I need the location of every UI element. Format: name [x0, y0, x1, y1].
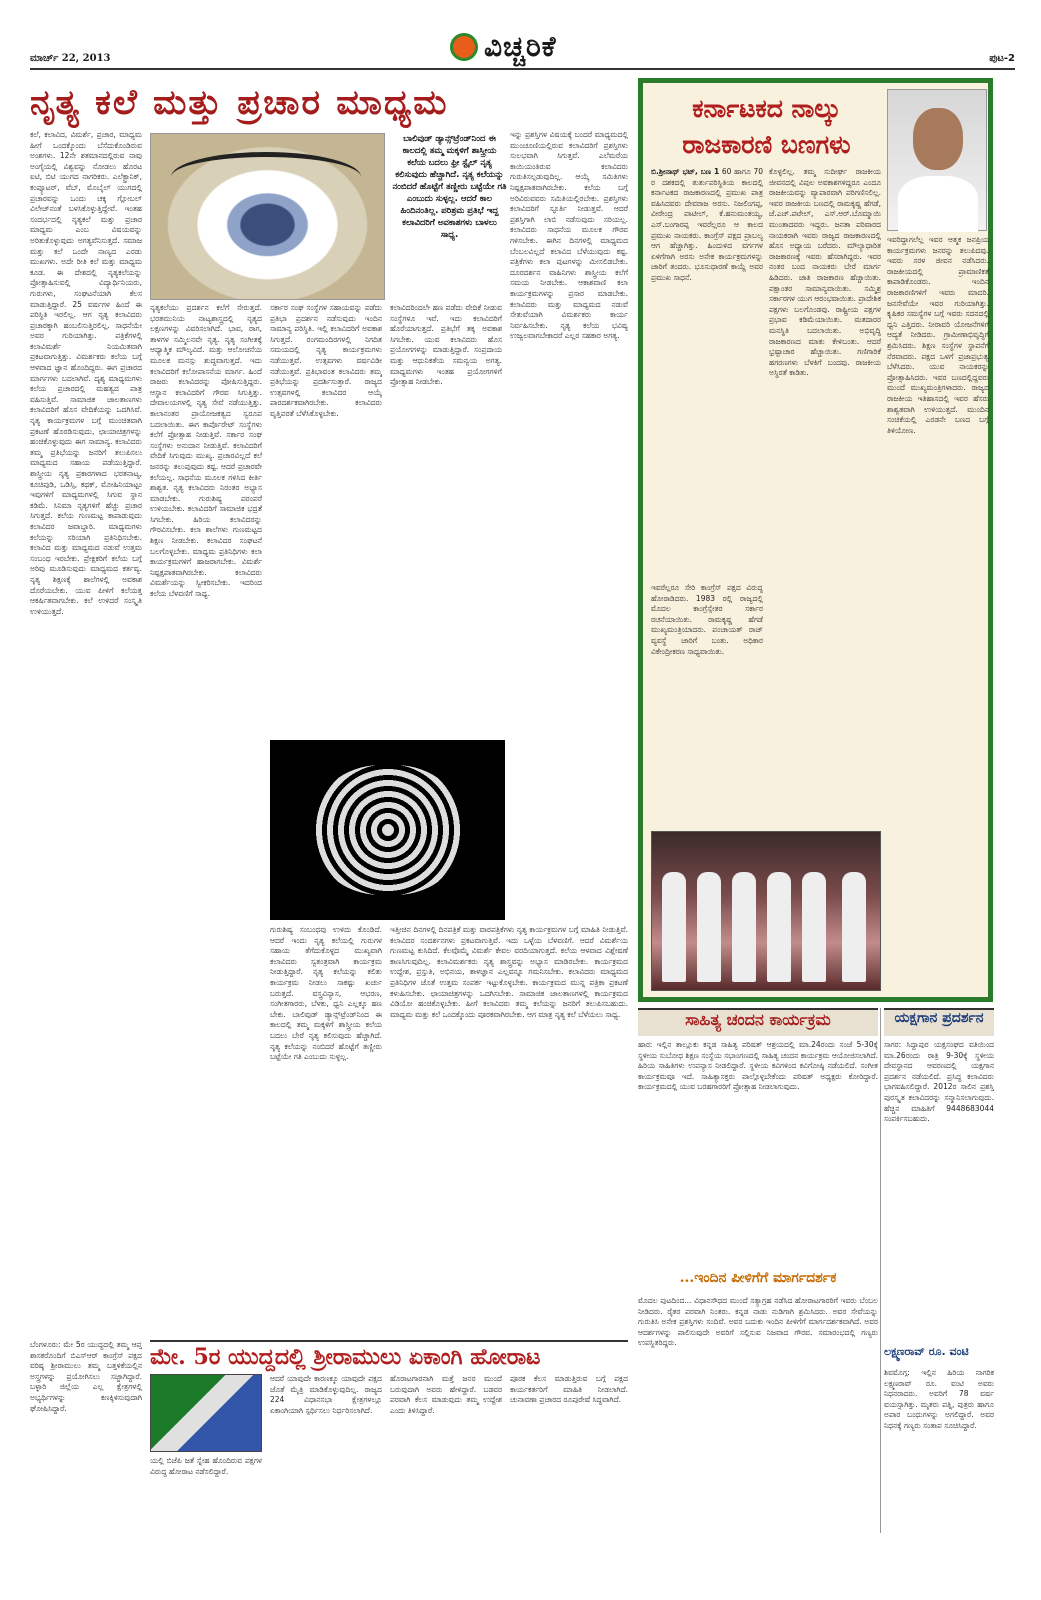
event-photo — [651, 831, 881, 991]
portrait-face — [913, 108, 963, 170]
sahitya-body: ಹಾರ: ಇಲ್ಲಿನ ತಾಲ್ಲೂಕು ಕನ್ನಡ ಸಾಹಿತ್ಯ ಪರಿಷತ್ ಆಶ್ರಯದಲ್ಲಿ ಮಾ.24ರಂದು ಸಂಜೆ 5-30ಕ್ಕೆ ಸ್ಥಳೀಯ ಸುಬೋಧ ಶಿಕ್ಷಣ ಸಂಸ್ಥೆಯ ಸಭಾಂಗಣದಲ್ಲಿ ಸಾಹಿತ್ಯ ಚಂದನ ಕಾರ್ಯಕ್ರಮ ಆಯೋಜಿಸಲಾಗಿದೆ. ಹಿರಿಯ ಸಾಹಿತಿಗಳು ಉಪನ್ಯಾಸ ನೀಡಲಿದ್ದಾರೆ. ಸ್ಥಳೀಯ ಕವಿಗಳಿಂದ ಕವಿಗೋಷ್ಠಿ ನಡೆಯಲಿದೆ. ಸಂಗೀತ ಕಾರ್ಯಕ್ರಮವೂ ಇದೆ. ಸಾಹಿತ್ಯಾಸಕ್ತರು ಪಾಲ್ಗೊಳ್ಳಬೇಕೆಂದು ಪರಿಷತ್ ಅಧ್ಯಕ್ಷರು ಕೋರಿದ್ದಾರೆ. ಕಾರ್ಯಕ್ರಮದಲ್ಲಿ ಯುವ ಬರಹಗಾರರಿಗೆ ಪ್ರೋತ್ಸಾಹ ನೀಡಲಾಗುವುದು. — [638, 1040, 878, 1092]
masthead — [30, 30, 1015, 70]
feature-col1-text: 60 ಹಾಗೂ 70 ರ ದಶಕದಲ್ಲಿ ತುರ್ತುಪರಿಸ್ಥಿತಿಯ ಕಾಲದಲ್ಲಿ ಕರ್ನಾಟಕದ ರಾಜಕಾರಣದಲ್ಲಿ ಪ್ರಮುಖ ಪಾತ್ರ ವಹಿಸಿದವರು ದೇವರಾಜ ಅರಸು. ನಿಜಲಿಂಗಪ್ಪ, ವೀರೇಂದ್ರ ಪಾಟೀಲ್, ಕೆ.ಹನುಮಂತಯ್ಯ, ಎಸ್.ಬಂಗಾರಪ್ಪ ಇವರೆಲ್ಲರೂ ಆ ಕಾಲದ ಪ್ರಮುಖ ನಾಯಕರು. ಕಾಂಗ್ರೆಸ್ ಪಕ್ಷದ ಪ್ರಾಬಲ್ಯ ಆಗ ಹೆಚ್ಚಾಗಿತ್ತು. ಹಿಂದುಳಿದ ವರ್ಗಗಳ ಏಳಿಗೆಗಾಗಿ ಅರಸು ಅನೇಕ ಕಾರ್ಯಕ್ರಮಗಳನ್ನು ಜಾರಿಗೆ ತಂದರು. ಭೂಸುಧಾರಣೆ ಕಾಯ್ದೆ ಅವರ ಪ್ರಮುಖ ಸಾಧನೆ. — [651, 167, 763, 282]
eyelash-shape — [171, 152, 361, 202]
newspaper-logo[interactable] — [450, 30, 556, 64]
bottom-column-3: ಆದರೆ ಯಾವುದೇ ಕಾರಣಕ್ಕೂ ಯಾವುದೇ ಪಕ್ಷದ ಜೊತೆ ಮೈತ್ರಿ ಮಾಡಿಕೊಳ್ಳುವುದಿಲ್ಲ. ರಾಜ್ಯದ 224 ವಿಧಾನಸಭಾ ಕ್ಷೇತ್ರಗಳಲ್ಲೂ ಏಕಾಂಗಿಯಾಗಿ ಸ್ಪರ್ಧಿಸಲು ನಿರ್ಧರಿಸಲಾಗಿದೆ. — [270, 1374, 382, 1415]
article-column-4b: ಇತ್ತೀಚಿನ ದಿನಗಳಲ್ಲಿ ದಿನಪತ್ರಿಕೆ ಮತ್ತು ವಾರಪತ್ರಿಕೆಗಳು ನೃತ್ಯ ಕಾರ್ಯಕ್ರಮಗಳ ಬಗ್ಗೆ ಮಾಹಿತಿ ನೀಡುತ್ತಿವೆ. ಕಲಾವಿದರ ಸಂದರ್ಶನಗಳು ಪ್ರಕಟವಾಗುತ್ತಿವೆ. ಇದು ಒಳ್ಳೆಯ ಬೆಳವಣಿಗೆ. ಆದರೆ ವಿಮರ್ಶೆಯ ಗುಣಮಟ್ಟ ಕುಸಿದಿದೆ. ಕೆಲವೊಮ್ಮೆ ವಿಮರ್ಶೆ ಕೇವಲ ವರದಿಯಾಗುತ್ತದೆ. ಕಲೆಯ ಆಳವಾದ ವಿಶ್ಲೇಷಣೆ ಕಾಣಸಿಗುವುದಿಲ್ಲ. ಕಲಾವಿಮರ್ಶಕರು ನೃತ್ಯ ಶಾಸ್ತ್ರವನ್ನು ಅಭ್ಯಾಸ ಮಾಡಿರಬೇಕು. ಕಾರ್ಯಕ್ರಮದ ಉದ್ದೇಶ, ಪ್ರಸ್ತುತಿ, ಅಭಿನಯ, ತಾಳಜ್ಞಾನ ಎಲ್ಲವನ್ನೂ ಗಮನಿಸಬೇಕು. ಕಲಾವಿದರು ಮಾಧ್ಯಮದ ಪ್ರತಿನಿಧಿಗಳ ಜೊತೆ ಉತ್ತಮ ಸಂಪರ್ಕ ಇಟ್ಟುಕೊಳ್ಳಬೇಕು. ಕಾರ್ಯಕ್ರಮದ ಮುನ್ನ ಪತ್ರಿಕಾ ಪ್ರಕಟಣೆ ಕಳುಹಿಸಬೇಕು. ಛಾಯಾಚಿತ್ರಗಳನ್ನು ಒದಗಿಸಬೇಕು. ಸಾಮಾಜಿಕ ಜಾಲತಾಣಗಳಲ್ಲಿ ಕಾರ್ಯಕ್ರಮದ ವಿಡಿಯೋ ಹಂಚಿಕೊಳ್ಳಬೇಕು. ಹೀಗೆ ಕಲಾವಿದರು ತಮ್ಮ ಕಲೆಯನ್ನು ಜನರಿಗೆ ತಲುಪಿಸಬಹುದು. ಮಾಧ್ಯಮ ಮತ್ತು ಕಲೆ ಒಂದಕ್ಕೊಂದು ಪೂರಕವಾಗಿರಬೇಕು. ಆಗ ಮಾತ್ರ ನೃತ್ಯ ಕಲೆ ಬೆಳೆಯಲು ಸಾಧ್ಯ. — [390, 925, 628, 1019]
newspaper-name: ವಿಚ್ಚರಿಕೆ — [484, 30, 557, 63]
feature-column-1 — [651, 167, 763, 577]
guide-headline: ...ಇಂದಿನ ಪೀಳಿಗೆಗೆ ಮಾರ್ಗದರ್ಶಕ — [679, 1270, 837, 1286]
symmetric-art-image — [270, 740, 505, 920]
guide-body: ಮೊದಲ ಪುಟದಿಂದ... ವಿಧಾನಸೌಧದ ಮುಂದೆ ಸತ್ಯಾಗ್ರಹ ನಡೆಸಿದ ಹೋರಾಟಗಾರರಿಗೆ ಇವರು ಬೆಂಬಲ ನೀಡಿದರು. ರೈತರ ಪರವಾಗಿ ನಿಂತರು. ಕನ್ನಡ ನಾಡು ನುಡಿಗಾಗಿ ಶ್ರಮಿಸಿದರು. ಅವರ ಸೇವೆಯನ್ನು ಗುರುತಿಸಿ ಅನೇಕ ಪ್ರಶಸ್ತಿಗಳು ಸಂದಿವೆ. ಅವರ ಬದುಕು ಇಂದಿನ ಪೀಳಿಗೆಗೆ ಮಾರ್ಗದರ್ಶಕವಾಗಿದೆ. ಅವರ ಆದರ್ಶಗಳನ್ನು ಪಾಲಿಸುವುದೇ ಅವರಿಗೆ ಸಲ್ಲಿಸುವ ನಿಜವಾದ ಗೌರವ. ಸಮಾರಂಭದಲ್ಲಿ ಗಣ್ಯರು ಉಪಸ್ಥಿತರಿದ್ದರು. — [638, 1296, 878, 1348]
bottom-headline: ಮೇ. 5ರ ಯುದ್ದದಲ್ಲಿ ಶ್ರೀರಾಮುಲು ಏಕಾಂಗಿ ಹೋರಾಟ — [150, 1340, 628, 1370]
feature-column-2: ಕೊಳ್ಳಲಿಲ್ಲ. ತಮ್ಮ ಸುದೀರ್ಘ ರಾಜಕೀಯ ಜೀವನದಲ್ಲಿ ವಿಪುಲ ಅವಕಾಶಗಳಿದ್ದರೂ ಎಂದೂ ರಾಜಕೀಯವನ್ನು ವ್ಯಾಪಾರವಾಗಿ ಪರಿಗಣಿಸಲಿಲ್ಲ. ಇವರ ರಾಜಕೀಯ ಬಣದಲ್ಲಿ ರಾಮಕೃಷ್ಣ ಹೆಗಡೆ, ಜೆ.ಎಚ್.ಪಟೇಲ್, ಎಸ್.ಆರ್.ಬೊಮ್ಮಾಯಿ ಮುಂತಾದವರು ಇದ್ದರು. ಜನತಾ ಪರಿವಾರದ ನಾಯಕರಾಗಿ ಇವರು ರಾಜ್ಯದ ರಾಜಕಾರಣದಲ್ಲಿ ಹೊಸ ಅಧ್ಯಾಯ ಬರೆದರು. ಮೌಲ್ಯಾಧಾರಿತ ರಾಜಕಾರಣಕ್ಕೆ ಇವರು ಹೆಸರಾಗಿದ್ದರು. ಇವರ ನಂತರ ಬಂದ ನಾಯಕರು ಬೇರೆ ಮಾರ್ಗ ಹಿಡಿದರು. ಜಾತಿ ರಾಜಕಾರಣ ಹೆಚ್ಚಾಯಿತು. ಪಕ್ಷಾಂತರ ಸಾಮಾನ್ಯವಾಯಿತು. ಸಮ್ಮಿಶ್ರ ಸರ್ಕಾರಗಳ ಯುಗ ಆರಂಭವಾಯಿತು. ಪ್ರಾದೇಶಿಕ ಪಕ್ಷಗಳು ಬಲಗೊಂಡವು. ರಾಷ್ಟ್ರೀಯ ಪಕ್ಷಗಳ ಪ್ರಭಾವ ಕಡಿಮೆಯಾಯಿತು. ಮತದಾರರ ಮನಸ್ಥಿತಿ ಬದಲಾಯಿತು. ಅಭಿವೃದ್ಧಿ ರಾಜಕಾರಣದ ಮಾತು ಕೇಳಿಬಂತು. ಆದರೆ ಭ್ರಷ್ಟಾಚಾರ ಹೆಚ್ಚಾಯಿತು. ಗಣಿಗಾರಿಕೆ ಹಗರಣಗಳು ಬೆಳಕಿಗೆ ಬಂದವು. ರಾಜಕೀಯ ಅಸ್ಥಿರತೆ ಕಾಡಿತು. — [769, 167, 881, 378]
yakshagana-headline: ಯಕ್ಷಗಾನ ಪ್ರದರ್ಶನ — [884, 1008, 994, 1036]
feature-byline: ಬಿ.ಶ್ರೀನಾಥ್ ಭಟ್, ಬಣ 1 — [651, 167, 720, 176]
bottom-column-1: ಬೆಂಗಳೂರು: ಮೇ 5ರ ಯುದ್ಧದಲ್ಲಿ ತಮ್ಮ ಆಪ್ತ ಶಾಸಕರೊಂದಿಗೆ ಬಿಎಸ್‌ಆರ್ ಕಾಂಗ್ರೆಸ್ ಪಕ್ಷದ ವರಿಷ್ಠ ಶ್ರೀರಾಮುಲು ತಮ್ಮ ಬತ್ತಳಿಕೆಯಲ್ಲಿನ ಅಸ್ತ್ರಗಳನ್ನು ಪ್ರಯೋಗಿಸಲು ಸಜ್ಜಾಗಿದ್ದಾರೆ. ಬಳ್ಳಾರಿ ಜಿಲ್ಲೆಯ ಎಲ್ಲ ಕ್ಷೇತ್ರಗಳಲ್ಲಿ ಅಭ್ಯರ್ಥಿಗಳನ್ನು ಕಣಕ್ಕಿಳಿಸುವುದಾಗಿ ಘೋಷಿಸಿದ್ದಾರೆ. — [30, 1340, 142, 1413]
bottom-column-4: ಹೊರಾಟಗಾರನಾಗಿ ಮತ್ತೆ ಜನರ ಮುಂದೆ ಬರುವುದಾಗಿ ಅವರು ಹೇಳಿದ್ದಾರೆ. ಬಡವರ ಪರವಾಗಿ ಕೆಲಸ ಮಾಡುವುದು ತಮ್ಮ ಉದ್ದೇಶ ಎಂದು ತಿಳಿಸಿದ್ದಾರೆ. — [390, 1374, 502, 1415]
article-column-1: ಕಲೆ, ಕಲಾವಿದ, ವಿಮರ್ಶೆ, ಪ್ರಚಾರ, ಮಾಧ್ಯಮ ಹೀಗೆ ಒಂದಕ್ಕೊಂದು ಬೆಸೆದುಕೊಂಡಿರುವ ಅಂಶಗಳು. 12ನೇ ಶತಮಾನದಲ್ಲಿರುವ ನಾವು ಅಂಗೈಯಲ್ಲಿ ವಿಶ್ವವನ್ನು ನೋಡಲು ಹೊರಟ ಐಟಿ, ಬಿಟಿ ಯುಗದ ನಾಗರಿಕರು. ಎಲೆಕ್ಟ್ರಾನಿಕ್, ಕಂಪ್ಯೂಟರ್, ವೆಬ್, ಮೊಬೈಲ್ ಯುಗದಲ್ಲಿ ಪ್ರಚಾರವನ್ನು ಒಂದು ಚಕ್ಕ ಗ್ಲೋಬಲ್ ವಿಲೇಜ್‌ನಂತೆ ಬಳಸಿಕೊಳ್ಳುತ್ತಿದ್ದೇವೆ. ಇಂತಹ ಸಂದರ್ಭದಲ್ಲಿ ನೃತ್ಯಕಲೆ ಮತ್ತು ಪ್ರಚಾರ ಮಾಧ್ಯಮ ಎಂಬ ವಿಷಯವನ್ನು ಅರಿತುಕೊಳ್ಳುವುದು ಅಗತ್ಯವೆನಿಸುತ್ತದೆ. ಸಮಾಜ ಮತ್ತು ಕಲೆ ಒಂದೇ ನಾಣ್ಯದ ಎರಡು ಮುಖಗಳು. ಅದೇ ರೀತಿ ಕಲೆ ಮತ್ತು ಮಾಧ್ಯಮ ಕೂಡ. ಈ ದೇಶದಲ್ಲಿ ನೃತ್ಯಕಲೆಯನ್ನು ಪ್ರೋತ್ಸಾಹಿಸುವಲ್ಲಿ ವಿದ್ಯಾರ್ಥಿನಿಯರು, ಗುರುಗಳು, ಸಂಘಟನೆಯಾಗಿ ಕೆಲಸ ಮಾಡುತ್ತಿದ್ದಾರೆ. 25 ವರ್ಷಗಳ ಹಿಂದೆ ಈ ಪರಿಸ್ಥಿತಿ ಇರಲಿಲ್ಲ. ಆಗ ನೃತ್ಯ ಕಲಾವಿದರು ಪ್ರಚಾರಕ್ಕಾಗಿ ಹಂಬಲಿಸುತ್ತಿರಲಿಲ್ಲ. ಸಾಧನೆಯೇ ಅವರ ಗುರಿಯಾಗಿತ್ತು. ಪತ್ರಿಕೆಗಳಲ್ಲಿ ಕಲಾವಿಮರ್ಶೆ ನಿಯಮಿತವಾಗಿ ಪ್ರಕಟವಾಗುತ್ತಿತ್ತು. ವಿಮರ್ಶಕರು ಕಲೆಯ ಬಗ್ಗೆ ಆಳವಾದ ಜ್ಞಾನ ಹೊಂದಿದ್ದರು. ಈಗ ಪ್ರಚಾರದ ಮಾರ್ಗಗಳು ಬದಲಾಗಿವೆ. ದೃಶ್ಯ ಮಾಧ್ಯಮಗಳು ಕಲೆಯ ಪ್ರಚಾರದಲ್ಲಿ ಮಹತ್ವದ ಪಾತ್ರ ವಹಿಸುತ್ತಿವೆ. ಸಾಮಾಜಿಕ ಜಾಲತಾಣಗಳು ಕಲಾವಿದರಿಗೆ ಹೊಸ ವೇದಿಕೆಯನ್ನು ಒದಗಿಸಿವೆ. ನೃತ್ಯ ಕಾರ್ಯಕ್ರಮಗಳ ಬಗ್ಗೆ ಮುಂಚಿತವಾಗಿ ಪ್ರಕಟಣೆ ಹೊರಡಿಸುವುದು, ಛಾಯಾಚಿತ್ರಗಳನ್ನು ಹಂಚಿಕೊಳ್ಳುವುದು ಈಗ ಸಾಮಾನ್ಯ. ಕಲಾವಿದರು ತಮ್ಮ ಪ್ರತಿಭೆಯನ್ನು ಜನರಿಗೆ ತಲುಪಿಸಲು ಮಾಧ್ಯಮದ ಸಹಾಯ ಪಡೆಯುತ್ತಿದ್ದಾರೆ. ಶಾಸ್ತ್ರೀಯ ನೃತ್ಯ ಪ್ರಕಾರಗಳಾದ ಭರತನಾಟ್ಯ, ಕೂಚಿಪುಡಿ, ಒಡಿಸ್ಸಿ, ಕಥಕ್, ಮೋಹಿನಿಯಾಟ್ಟಂ ಇವುಗಳಿಗೆ ಮಾಧ್ಯಮಗಳಲ್ಲಿ ಸಿಗುವ ಸ್ಥಾನ ಕಡಿಮೆ. ಸಿನಿಮಾ ನೃತ್ಯಗಳಿಗೆ ಹೆಚ್ಚು ಪ್ರಚಾರ ಸಿಗುತ್ತದೆ. ಕಲೆಯ ಗುಣಮಟ್ಟ ಕಾಪಾಡುವುದು ಕಲಾವಿದರ ಜವಾಬ್ದಾರಿ. ಮಾಧ್ಯಮಗಳು ಕಲೆಯನ್ನು ಸರಿಯಾಗಿ ಪ್ರತಿನಿಧಿಸಬೇಕು. ಕಲಾವಿದ ಮತ್ತು ಮಾಧ್ಯಮದ ನಡುವೆ ಉತ್ತಮ ಸಂಬಂಧ ಇರಬೇಕು. ಪ್ರೇಕ್ಷಕರಿಗೆ ಕಲೆಯ ಬಗ್ಗೆ ಅರಿವು ಮೂಡಿಸುವುದು ಮಾಧ್ಯಮದ ಕರ್ತವ್ಯ. ನೃತ್ಯ ಶಿಕ್ಷಣಕ್ಕೆ ಶಾಲೆಗಳಲ್ಲಿ ಅವಕಾಶ ದೊರೆಯಬೇಕು. ಯುವ ಪೀಳಿಗೆ ಕಲೆಯತ್ತ ಆಕರ್ಷಿತವಾಗಬೇಕು. ಕಲೆ ಉಳಿದರೆ ಸಂಸ್ಕೃತಿ ಉಳಿಯುತ್ತದೆ. — [30, 130, 142, 616]
yakshagana-body: ಸಾಗರ: ಸಿದ್ದಾಪುರ ಯಕ್ಷಸಂಘದ ವತಿಯಿಂದ ಮಾ.26ರಂದು ರಾತ್ರಿ 9-30ಕ್ಕೆ ಸ್ಥಳೀಯ ದೇವಸ್ಥಾನದ ಆವರಣದಲ್ಲಿ ಯಕ್ಷಗಾನ ಪ್ರದರ್ಶನ ನಡೆಯಲಿದೆ. ಪ್ರಸಿದ್ಧ ಕಲಾವಿದರು ಭಾಗವಹಿಸಲಿದ್ದಾರೆ. 2012ರ ಸಾಲಿನ ಪ್ರಶಸ್ತಿ ಪುರಸ್ಕೃತ ಕಲಾವಿದರನ್ನು ಸನ್ಮಾನಿಸಲಾಗುವುದು. ಹೆಚ್ಚಿನ ಮಾಹಿತಿಗೆ 9448683044 ಸಂಪರ್ಕಿಸಬಹುದು. — [884, 1040, 994, 1124]
obituary-body: ಶಿವಮೊಗ್ಗ: ಇಲ್ಲಿನ ಹಿರಿಯ ನಾಗರಿಕ ಲಕ್ಷ್ಮಣರಾವ್ ರೂ. ವಂಟಿ ಅವರು ನಿಧನರಾದರು. ಅವರಿಗೆ 78 ವರ್ಷ ವಯಸ್ಸಾಗಿತ್ತು. ಮೃತರು ಪತ್ನಿ, ಪುತ್ರರು ಹಾಗೂ ಅಪಾರ ಬಂಧುಗಳನ್ನು ಅಗಲಿದ್ದಾರೆ. ಅವರ ನಿಧನಕ್ಕೆ ಗಣ್ಯರು ಸಂತಾಪ ಸೂಚಿಸಿದ್ದಾರೆ. — [884, 1368, 994, 1430]
photo-figure — [662, 872, 686, 982]
photo-figure — [767, 872, 791, 982]
politics-feature-box — [638, 78, 993, 1002]
main-headline: ನೃತ್ಯ ಕಲೆ ಮತ್ತು ಪ್ರಚಾರ ಮಾಧ್ಯಮ — [30, 82, 449, 123]
leaf-logo-icon — [450, 33, 478, 61]
feature-column-1b: ಇವರೆಲ್ಲರೂ ಸೇರಿ ಕಾಂಗ್ರೆಸ್ ಪಕ್ಷದ ವಿರುದ್ಧ ಹೋರಾಡಿದರು. 1983 ರಲ್ಲಿ ರಾಜ್ಯದಲ್ಲಿ ಮೊದಲ ಕಾಂಗ್ರೆಸ್ಸೇತರ ಸರ್ಕಾರ ರಚನೆಯಾಯಿತು. ರಾಮಕೃಷ್ಣ ಹೆಗಡೆ ಮುಖ್ಯಮಂತ್ರಿಯಾದರು. ಪಂಚಾಯತ್ ರಾಜ್ ವ್ಯವಸ್ಥೆ ಜಾರಿಗೆ ಬಂತು. ಅಧಿಕಾರ ವಿಕೇಂದ್ರೀಕರಣ ಸಾಧ್ಯವಾಯಿತು. — [651, 583, 763, 656]
feature-title: ಕರ್ನಾಟಕದ ನಾಲ್ಕು ರಾಜಕಾರಣಿ ಬಣಗಳು — [682, 94, 851, 159]
photo-figure — [802, 872, 826, 982]
politician-portrait — [887, 89, 987, 231]
column-divider — [880, 1008, 881, 1533]
sahitya-headline: ಸಾಹಿತ್ಯ ಚಂದನ ಕಾರ್ಯಕ್ರಮ — [638, 1008, 878, 1036]
issue-date: ಮಾರ್ಚ್ 22, 2013 — [30, 53, 111, 64]
obituary-headline: ಲಕ್ಷ್ಮಣರಾವ್ ರೂ. ವಂಟಿ — [884, 1345, 969, 1358]
article-column-5: ಇನ್ನು ಪ್ರಶಸ್ತಿಗಳ ವಿಷಯಕ್ಕೆ ಬಂದರೆ ಮಾಧ್ಯಮದಲ್ಲಿ ಮುಂಚೂಣಿಯಲ್ಲಿರುವ ಕಲಾವಿದರಿಗೆ ಪ್ರಶಸ್ತಿಗಳು ಸುಲಭವಾಗಿ ಸಿಗುತ್ತವೆ. ಎಲೆಮರೆಯ ಕಾಯಿಯಂತಿರುವ ಕಲಾವಿದರು ಗುರುತಿಸಲ್ಪಡುವುದಿಲ್ಲ. ಆಯ್ಕೆ ಸಮಿತಿಗಳು ನಿಷ್ಪಕ್ಷಪಾತವಾಗಿರಬೇಕು. ಕಲೆಯ ಬಗ್ಗೆ ಅರಿವಿರುವವರು ಸಮಿತಿಯಲ್ಲಿರಬೇಕು. ಪ್ರಶಸ್ತಿಗಳು ಕಲಾವಿದರಿಗೆ ಸ್ಫೂರ್ತಿ ನೀಡುತ್ತವೆ. ಆದರೆ ಪ್ರಶಸ್ತಿಗಾಗಿ ಲಾಬಿ ನಡೆಸುವುದು ಸರಿಯಲ್ಲ. ಕಲಾವಿದರು ಸಾಧನೆಯ ಮೂಲಕ ಗೌರವ ಗಳಿಸಬೇಕು. ಈಗಿನ ದಿನಗಳಲ್ಲಿ ಮಾಧ್ಯಮದ ಬೆಂಬಲವಿಲ್ಲದೆ ಕಲಾವಿದ ಬೆಳೆಯುವುದು ಕಷ್ಟ. ಪತ್ರಿಕೆಗಳು ಕಲಾ ಪುಟಗಳನ್ನು ಮೀಸಲಿಡಬೇಕು. ದೂರದರ್ಶನ ವಾಹಿನಿಗಳು ಶಾಸ್ತ್ರೀಯ ಕಲೆಗೆ ಸಮಯ ನೀಡಬೇಕು. ಆಕಾಶವಾಣಿ ಕಲಾ ಕಾರ್ಯಕ್ರಮಗಳನ್ನು ಪ್ರಸಾರ ಮಾಡಬೇಕು. ಕಲಾವಿದರು ಮತ್ತು ಮಾಧ್ಯಮದ ನಡುವೆ ಸೇತುವೆಯಾಗಿ ವಿಮರ್ಶಕರು ಕಾರ್ಯ ನಿರ್ವಹಿಸಬೇಕು. ನೃತ್ಯ ಕಲೆಯ ಭವಿಷ್ಯ ಉಜ್ವಲವಾಗಬೇಕಾದರೆ ಎಲ್ಲರ ಸಹಕಾರ ಅಗತ್ಯ. — [510, 130, 628, 341]
photo-figure — [842, 872, 866, 982]
feature-column-3: ಇವರಿದ್ದಾಗಲೆಲ್ಲ ಇವರ ಆತ್ಮಕ ಜನಪ್ರಿಯ ಕಾರ್ಯಕ್ರಮಗಳು ಜನರನ್ನು ತಲುಪಿದವು. ಇವರು ಸರಳ ಜೀವನ ನಡೆಸಿದರು. ರಾಜಕೀಯದಲ್ಲಿ ಪ್ರಾಮಾಣಿಕತೆ ಕಾಪಾಡಿಕೊಂಡರು. ಇಂದಿನ ರಾಜಕಾರಣಿಗಳಿಗೆ ಇವರು ಮಾದರಿ. ಜನಸೇವೆಯೇ ಇವರ ಗುರಿಯಾಗಿತ್ತು. ಕೃಷಿಕರ ಸಮಸ್ಯೆಗಳ ಬಗ್ಗೆ ಇವರು ಸದನದಲ್ಲಿ ಧ್ವನಿ ಎತ್ತಿದರು. ನೀರಾವರಿ ಯೋಜನೆಗಳಿಗೆ ಆದ್ಯತೆ ನೀಡಿದರು. ಗ್ರಾಮೀಣಾಭಿವೃದ್ಧಿಗೆ ಶ್ರಮಿಸಿದರು. ಶಿಕ್ಷಣ ಸಂಸ್ಥೆಗಳ ಸ್ಥಾಪನೆಗೆ ನೆರವಾದರು. ಪಕ್ಷದ ಒಳಗೆ ಪ್ರಜಾಪ್ರಭುತ್ವ ಬೆಳೆಸಿದರು. ಯುವ ನಾಯಕರನ್ನು ಪ್ರೋತ್ಸಾಹಿಸಿದರು. ಇವರ ಬಣದಲ್ಲಿದ್ದವರು ಮುಂದೆ ಮುಖ್ಯಮಂತ್ರಿಗಳಾದರು. ರಾಜ್ಯದ ರಾಜಕೀಯ ಇತಿಹಾಸದಲ್ಲಿ ಇವರ ಹೆಸರು ಶಾಶ್ವತವಾಗಿ ಉಳಿಯುತ್ತದೆ. ಮುಂದಿನ ಸಂಚಿಕೆಯಲ್ಲಿ ಎರಡನೇ ಬಣದ ಬಗ್ಗೆ ತಿಳಿಯೋಣ. — [887, 235, 989, 435]
article-column-2: ನೃತ್ಯಕಲೆಯು ಪ್ರದರ್ಶನ ಕಲೆಗೆ ಸೇರುತ್ತದೆ. ಭರತಮುನಿಯ ನಾಟ್ಯಶಾಸ್ತ್ರದಲ್ಲಿ ನೃತ್ಯದ ಲಕ್ಷಣಗಳನ್ನು ವಿವರಿಸಲಾಗಿದೆ. ಭಾವ, ರಾಗ, ತಾಳಗಳ ಸಮ್ಮಿಲನವೇ ನೃತ್ಯ. ನೃತ್ಯ ಸಂಗೀತಕ್ಕೆ ಆಧ್ಯಾತ್ಮಿಕ ಮೌಲ್ಯವಿದೆ. ಮತ್ತು ಆಲೋಚನೆಯ ಮೂಲಕ ಮನಸ್ಸು ಶುದ್ಧವಾಗುತ್ತದೆ. ಇದು ಕಲಾವಿದರಿಗೆ ಕಲೋಪಾಸನೆಯ ಮಾರ್ಗ. ಹಿಂದೆ ರಾಜರು ಕಲಾವಿದರನ್ನು ಪೋಷಿಸುತ್ತಿದ್ದರು. ಆಸ್ಥಾನ ಕಲಾವಿದರಿಗೆ ಗೌರವ ಸಿಗುತ್ತಿತ್ತು. ದೇವಾಲಯಗಳಲ್ಲಿ ನೃತ್ಯ ಸೇವೆ ನಡೆಯುತ್ತಿತ್ತು. ಕಾಲಾನಂತರ ಪ್ರಾಯೋಜಕತ್ವದ ಸ್ವರೂಪ ಬದಲಾಯಿತು. ಈಗ ಕಾರ್ಪೊರೇಟ್ ಸಂಸ್ಥೆಗಳು ಕಲೆಗೆ ಪ್ರೋತ್ಸಾಹ ನೀಡುತ್ತಿವೆ. ಸರ್ಕಾರ ಸಂಘ ಸಂಸ್ಥೆಗಳು ಅನುದಾನ ನೀಡುತ್ತಿವೆ. ಕಲಾವಿದರಿಗೆ ವೇದಿಕೆ ಸಿಗುವುದು ಮುಖ್ಯ. ಪ್ರಚಾರವಿಲ್ಲದೆ ಕಲೆ ಜನರನ್ನು ತಲುಪುವುದು ಕಷ್ಟ. ಆದರೆ ಪ್ರಚಾರವೇ ಕಲೆಯಲ್ಲ. ಸಾಧನೆಯ ಮೂಲಕ ಗಳಿಸಿದ ಕೀರ್ತಿ ಶಾಶ್ವತ. ನೃತ್ಯ ಕಲಾವಿದರು ನಿರಂತರ ಅಭ್ಯಾಸ ಮಾಡಬೇಕು. ಗುರುಶಿಷ್ಯ ಪರಂಪರೆ ಉಳಿಯಬೇಕು. ಕಲಾವಿದರಿಗೆ ಸಾಮಾಜಿಕ ಭದ್ರತೆ ಸಿಗಬೇಕು. ಹಿರಿಯ ಕಲಾವಿದರನ್ನು ಗೌರವಿಸಬೇಕು. ಕಲಾ ಶಾಲೆಗಳು ಗುಣಮಟ್ಟದ ಶಿಕ್ಷಣ ನೀಡಬೇಕು. ಕಲಾವಿದರ ಸಂಘಟನೆ ಬಲಗೊಳ್ಳಬೇಕು. ಮಾಧ್ಯಮ ಪ್ರತಿನಿಧಿಗಳು ಕಲಾ ಕಾರ್ಯಕ್ರಮಗಳಿಗೆ ಹಾಜರಾಗಬೇಕು. ವಿಮರ್ಶೆ ನಿಷ್ಪಕ್ಷಪಾತವಾಗಿರಬೇಕು. ಕಲಾವಿದರು ವಿಮರ್ಶೆಯನ್ನು ಸ್ವೀಕರಿಸಬೇಕು. ಇದರಿಂದ ಕಲೆಯ ಬೆಳವಣಿಗೆ ಸಾಧ್ಯ. — [150, 303, 262, 599]
article-column-4: ಕಲಾವಿದರಿಂದಲೇ ಹಣ ಪಡೆದು ವೇದಿಕೆ ನೀಡುವ ಸಂಸ್ಥೆಗಳೂ ಇವೆ. ಇದು ಕಲಾವಿದರಿಗೆ ಹೊರೆಯಾಗುತ್ತದೆ. ಪ್ರತಿಭೆಗೆ ತಕ್ಕ ಅವಕಾಶ ಸಿಗಬೇಕು. ಯುವ ಕಲಾವಿದರು ಹೊಸ ಪ್ರಯೋಗಗಳನ್ನು ಮಾಡುತ್ತಿದ್ದಾರೆ. ಸಂಪ್ರದಾಯ ಮತ್ತು ಆಧುನಿಕತೆಯ ಸಮನ್ವಯ ಅಗತ್ಯ. ಮಾಧ್ಯಮಗಳು ಇಂತಹ ಪ್ರಯೋಗಗಳಿಗೆ ಪ್ರೋತ್ಸಾಹ ನೀಡಬೇಕು. — [390, 303, 502, 387]
page-number: ಪುಟ-2 — [989, 53, 1015, 64]
sriramulu-photo — [150, 1374, 262, 1452]
photo-figure — [732, 872, 756, 982]
article-column-3b: ಗುರುಶಿಷ್ಯ ಸಂಬಂಧವು ಉಳಿದು ಕೊಂಡಿದೆ. ಆದರೆ ಇಂದು ನೃತ್ಯ ಕಲೆಯಲ್ಲಿ ಗುರುಗಳ ಸಹಾಯ ತೆಗೆದುಕೊಳ್ಳದ ಮುಖ್ಯವಾಗಿ ಕಲಾವಿದರು ಸ್ವತಂತ್ರವಾಗಿ ಕಾರ್ಯಕ್ರಮ ನೀಡುತ್ತಿದ್ದಾರೆ. ನೃತ್ಯ ಕಲೆಯನ್ನು ಕಲಿತು ಕಾರ್ಯಕ್ರಮ ನೀಡಲು ಸಾಕಷ್ಟು ಖರ್ಚು ಬರುತ್ತದೆ. ವಸ್ತ್ರವಿನ್ಯಾಸ, ಆಭರಣ, ಸಂಗೀತಗಾರರು, ಬೆಳಕು, ಧ್ವನಿ ಎಲ್ಲಕ್ಕೂ ಹಣ ಬೇಕು. ಬಾಲಿವುಡ್ ಡ್ಯಾನ್ಸ್‌ಟ್ರೆಂಡ್‌ನಿಂದ ಈ ಕಾಲದಲ್ಲಿ ತಮ್ಮ ಮಕ್ಕಳಿಗೆ ಶಾಸ್ತ್ರೀಯ ಕಲೆಯ ಬದಲು ಬೇರೆ ನೃತ್ಯ ಕಲಿಸುವುದು ಹೆಚ್ಚಾಗಿದೆ. ನೃತ್ಯ ಕಲೆಯನ್ನು ನಂಬಿದರೆ ಹೊಟ್ಟೆಗೆ ತಣ್ಣೀರು ಬಟ್ಟೆಯೇ ಗತಿ ಎಂಬುದು ಸುಳ್ಳಲ್ಲ. — [270, 925, 382, 1062]
bottom-column-5: ಪೂರಕ ಕೆಲಸ ಮಾಡುತ್ತಿರುವ ಬಗ್ಗೆ ಪಕ್ಷದ ಕಾರ್ಯಕರ್ತರಿಗೆ ಮಾಹಿತಿ ನೀಡಲಾಗಿದೆ. ಚುನಾವಣಾ ಪ್ರಚಾರದ ರೂಪುರೇಷೆ ಸಿದ್ಧವಾಗಿದೆ. — [510, 1374, 628, 1405]
art-pattern — [313, 765, 463, 895]
portrait-shirt — [898, 176, 978, 232]
article-column-3: ಸರ್ಕಾರ ಸಂಘ ಸಂಸ್ಥೆಗಳ ಸಹಾಯವನ್ನು ಪಡೆದು ಪ್ರತಿಭಾ ಪ್ರದರ್ಶನ ನಡೆಸುವುದು ಇಂದಿನ ಸಾಮಾನ್ಯ ಪರಿಸ್ಥಿತಿ. ಇಲ್ಲಿ ಕಲಾವಿದರಿಗೆ ಅವಕಾಶ ಸಿಗುತ್ತದೆ. ರಂಗಮಂದಿರಗಳಲ್ಲಿ ನಿಗದಿತ ಸಮಯದಲ್ಲಿ ನೃತ್ಯ ಕಾರ್ಯಕ್ರಮಗಳು ನಡೆಯುತ್ತವೆ. ಉತ್ಸವಗಳು ವರ್ಷವಿಡೀ ನಡೆಯುತ್ತವೆ. ಪ್ರತಿಭಾವಂತ ಕಲಾವಿದರು ತಮ್ಮ ಪ್ರತಿಭೆಯನ್ನು ಪ್ರದರ್ಶಿಸುತ್ತಾರೆ. ರಾಜ್ಯದ ಉತ್ಸವಗಳಲ್ಲಿ ಕಲಾವಿದರ ಆಯ್ಕೆ ಪಾರದರ್ಶಕವಾಗಿರಬೇಕು. ಕಲಾವಿದರು ವೃತ್ತಿಪರತೆ ಬೆಳೆಸಿಕೊಳ್ಳಬೇಕು. — [270, 303, 382, 418]
bottom-column-2: ಯಲ್ಲಿ ಬಿಜೆಪಿ ಜತೆ ಸ್ನೇಹ ಹೊಂದಿರುವ ಪಕ್ಷಗಳ ವಿರುದ್ಧ ಹೋರಾಟ ನಡೆಸಲಿದ್ದಾರೆ. — [150, 1456, 262, 1476]
pull-quote: ಬಾಲಿವುಡ್ ಡ್ಯಾನ್ಸ್‌ಟ್ರೆಂಡ್‌ನಿಂದ ಈ ಕಾಲದಲ್ಲಿ ತಮ್ಮ ಮಕ್ಕಳಿಗೆ ಶಾಸ್ತ್ರೀಯ ಕಲೆಯ ಬದಲು ಫ್ರೀ ಸ್ಟೈಲ್ ನೃತ್ಯ ಕಲಿಸುವುದು ಹೆಚ್ಚಾಗಿದೆ. ನೃತ್ಯ ಕಲೆಯನ್ನು ನಂಬಿದರೆ ಹೊಟ್ಟೆಗೆ ತಣ್ಣೀರು ಬಟ್ಟೆಯೇ ಗತಿ ಎಂಬುದು ಸುಳ್ಳಲ್ಲ. ಆದರೆ ಕಾಲ ಹಿಂದಿನಂತಿಲ್ಲ. ಪರಿಶ್ರಮ ಪ್ರತಿಭೆ ಇದ್ದ ಕಲಾವಿದರಿಗೆ ಅವಕಾಶಗಳು ಬಾಳಲು ಸಾಧ್ಯ. — [392, 134, 507, 240]
eye-illustration — [150, 133, 385, 300]
photo-figure — [697, 872, 721, 982]
